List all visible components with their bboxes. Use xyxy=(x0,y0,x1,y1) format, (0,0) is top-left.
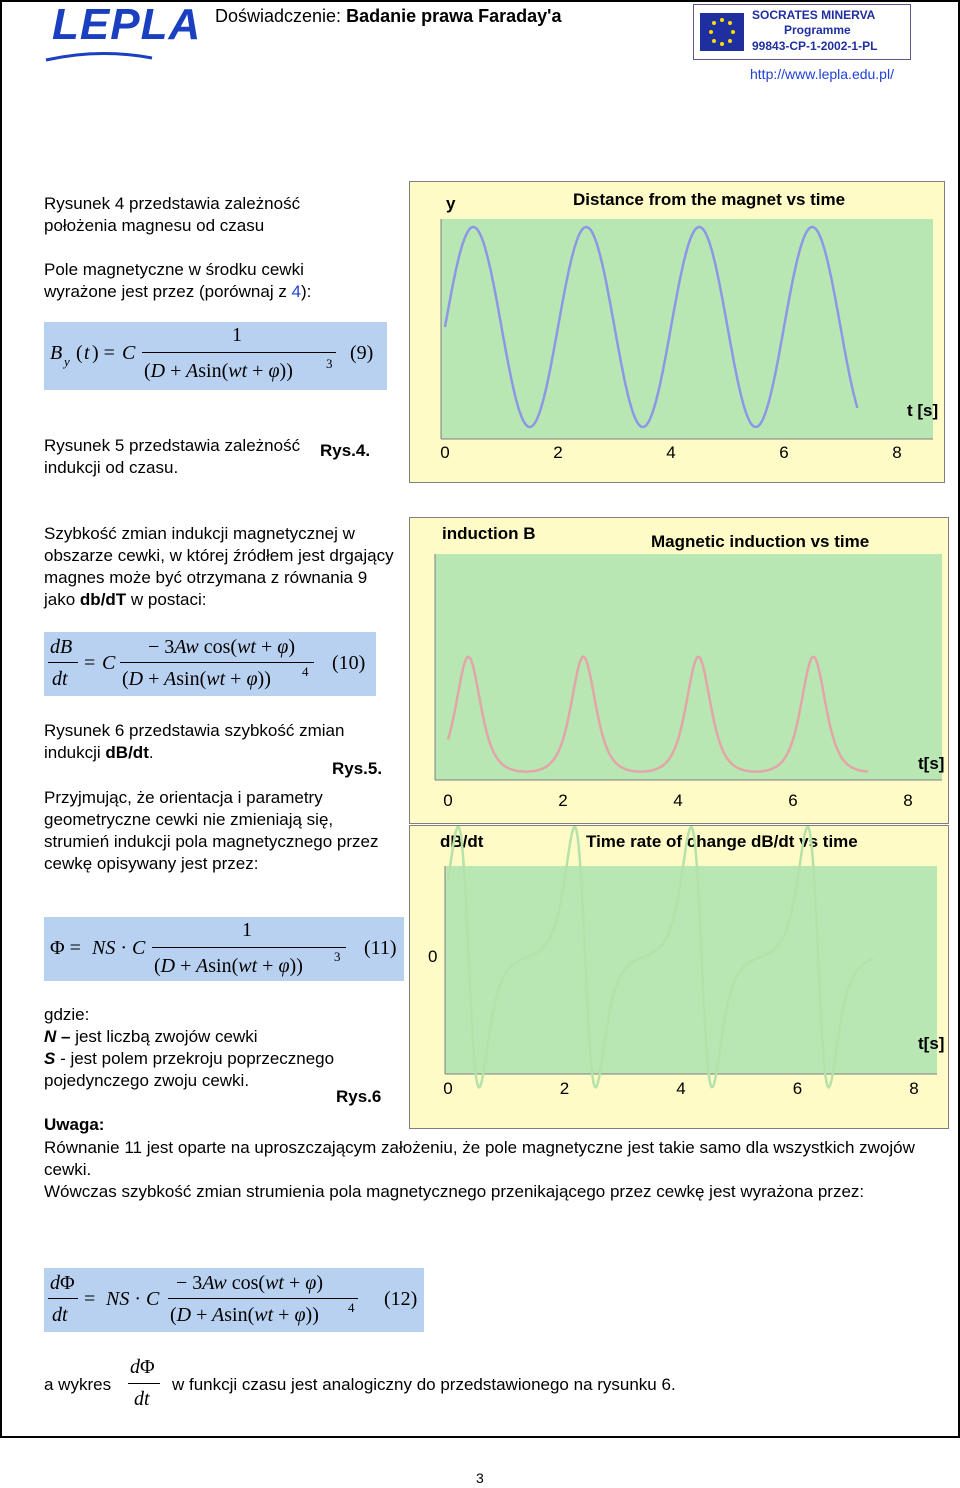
chart2-title: Magnetic induction vs time xyxy=(651,532,870,551)
x-tick-label-4: 8 xyxy=(909,1079,919,1098)
s-definition: S - jest polem przekroju poprzecznego pojedynczego zwoju cewki. xyxy=(44,1049,335,1090)
x-tick-label-3: 6 xyxy=(792,1079,803,1098)
paragraph-rate: Szybkość zmian indukcji magnetycznej w obszarze cewki, w której źródłem jest drgający magnes może być otrzymana z równania 9 jako db/dT w postaci: xyxy=(44,524,394,609)
dphi-dt-fraction: dΦ dt xyxy=(126,1356,162,1416)
paragraph-field: Pole magnetyczne w środku cewki wyrażone jest przez (porównaj z 4): xyxy=(44,260,312,301)
chart3-svg xyxy=(410,826,948,1128)
chart1-svg xyxy=(410,182,944,482)
uwaga-heading: Uwaga: xyxy=(44,1115,105,1134)
experiment-title: Doświadczenie: Badanie prawa Faraday'a xyxy=(215,6,562,26)
paragraph-fig6: Rysunek 6 przedstawia szybkość zmian indukcji dB/dt. xyxy=(44,721,345,762)
chart2-xlabel: t[s] xyxy=(918,754,945,773)
fig5-caption: Rys.5. xyxy=(332,759,383,778)
x-tick-label-0: 0 xyxy=(443,791,453,810)
page-number: 3 xyxy=(476,1470,484,1486)
wykres-label: a wykres xyxy=(44,1375,112,1394)
x-tick-label-2: 4 xyxy=(673,791,683,810)
chart1-xlabel: t [s] xyxy=(907,401,939,420)
wykres-desc: w funkcji czasu jest analogiczny do przedstawionego na rysunku 6. xyxy=(172,1375,676,1394)
eu-flag-icon xyxy=(700,13,744,51)
chart1-ylabel: y xyxy=(446,194,456,213)
socrates-banner: SOCRATES MINERVA Programme 99843-CP-1-2002-1-PL xyxy=(693,4,911,60)
gdzie-label: gdzie: xyxy=(44,1005,90,1024)
ref-eq4-link[interactable]: 4 xyxy=(291,282,302,301)
equation-12: dΦ dt = NS · C − 3Aw cos(wt + φ) (D + Asin(wt + φ)) 4 (12) xyxy=(44,1268,424,1332)
chart3-ticks xyxy=(443,1079,918,1098)
chart3-ylabel: dB/dt xyxy=(440,832,484,851)
x-tick-label-1: 2 xyxy=(559,1079,570,1098)
x-tick-label-3: 6 xyxy=(788,791,798,810)
equation-10: dB dt = C − 3Aw cos(wt + φ) (D + Asin(wt + φ)) 4 (10) xyxy=(44,632,376,696)
chart3-title: Time rate of change dB/dt vs time xyxy=(586,832,858,851)
chart3-ytick-0: 0 xyxy=(428,947,438,966)
x-tick-label-3: 6 xyxy=(779,443,789,462)
chart1-ticks xyxy=(440,443,901,462)
paragraph-note: Równanie 11 jest oparte na uproszczającym założeniu, że pole magnetyczne jest takie samo dla wszystkich zwojów cewki. xyxy=(44,1138,915,1179)
fig6-caption: Rys.6 xyxy=(336,1087,382,1106)
paragraph-flux-rate: Wówczas szybkość zmian strumienia pola magnetycznego przenikającego przez cewkę jest wyrażona przez: xyxy=(44,1182,865,1201)
chart3-xlabel: t[s] xyxy=(918,1034,945,1053)
x-tick-label-4: 8 xyxy=(903,791,913,810)
paragraph-flux: Przyjmując, że orientacja i parametry geometryczne cewki nie zmieniają się, strumień indukcji pola magnetycznego przez cewkę opisywany jest przez: xyxy=(44,788,379,873)
paragraph-fig4: Rysunek 4 przedstawia zależność położenia magnesu od czasu xyxy=(44,194,301,235)
x-tick-label-2: 4 xyxy=(666,443,676,462)
equation-9: B y ( t ) = C 1 (D + Asin(wt + φ)) 3 (9) xyxy=(44,322,387,390)
n-definition: N – jest liczbą zwojów cewki xyxy=(44,1027,258,1046)
chart-induction xyxy=(409,517,949,824)
chart1-title: Distance from the magnet vs time xyxy=(573,190,846,209)
chart-distance xyxy=(409,181,945,483)
x-tick-label-1: 2 xyxy=(558,791,568,810)
paragraph-fig5: Rysunek 5 przedstawia zależność indukcji od czasu. xyxy=(44,436,301,477)
x-tick-label-4: 8 xyxy=(892,443,902,462)
chart-rate xyxy=(409,825,949,1129)
x-tick-label-2: 4 xyxy=(676,1079,686,1098)
chart2-ylabel: induction B xyxy=(442,524,536,543)
equation-11: Φ = NS · C 1 (D + Asin(wt + φ)) 3 (11) xyxy=(44,917,404,981)
chart2-ticks xyxy=(443,791,912,810)
lepla-logo: LEPLA xyxy=(52,0,202,49)
x-tick-label-0: 0 xyxy=(440,443,450,462)
x-tick-label-1: 2 xyxy=(553,443,563,462)
chart2-svg xyxy=(410,518,948,823)
fig4-caption: Rys.4. xyxy=(320,441,371,460)
lepla-url-link[interactable]: http://www.lepla.edu.pl/ xyxy=(750,66,894,82)
logo-swoosh xyxy=(44,50,154,60)
x-tick-label-0: 0 xyxy=(443,1079,453,1098)
